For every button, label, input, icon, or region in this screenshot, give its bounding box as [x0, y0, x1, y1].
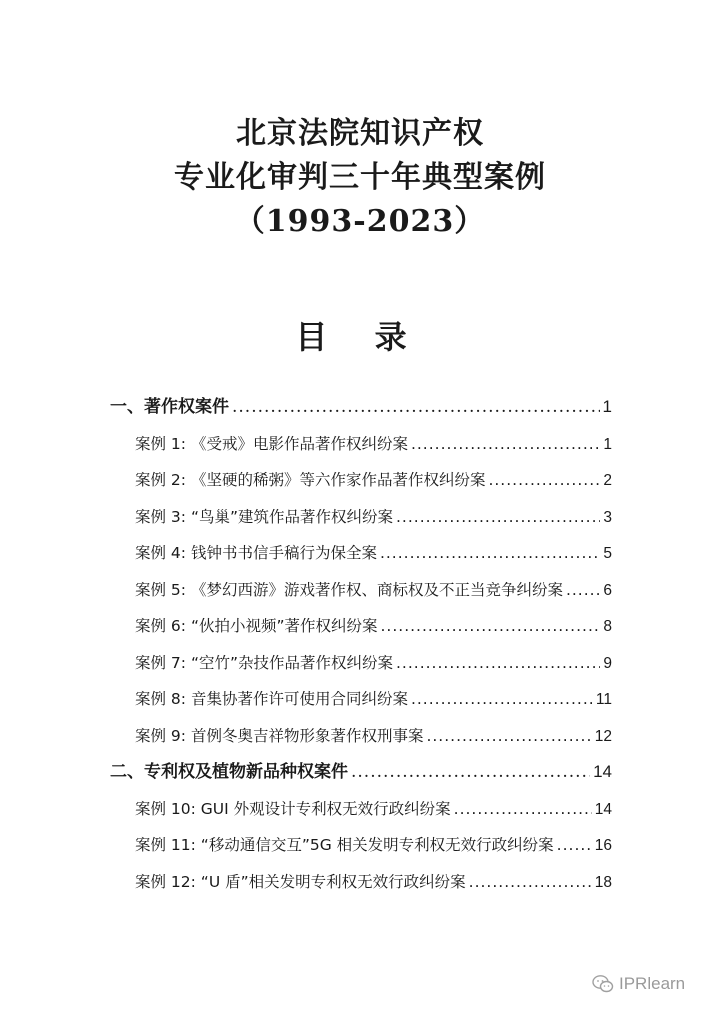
- toc-leader: [396, 499, 600, 536]
- toc-label: 案例 10: GUI 外观设计专利权无效行政纠纷案: [135, 799, 451, 818]
- toc-label: 案例 6: “伙拍小视频”著作权纠纷案: [135, 617, 378, 635]
- toc-label: 一、著作权案件: [110, 397, 229, 417]
- watermark-text: IPRlearn: [619, 974, 686, 993]
- toc-label: 案例 2: 《坚硬的稀粥》等六作家作品著作权纠纷案: [135, 471, 486, 489]
- toc-case-1[interactable]: [110, 426, 612, 463]
- toc-leader: [351, 754, 590, 791]
- toc-case-4[interactable]: [110, 535, 612, 572]
- toc-page-number: 9: [603, 654, 612, 672]
- toc-page-number: 1: [602, 397, 612, 416]
- toc-leader: [426, 718, 591, 755]
- toc-case-3[interactable]: [110, 499, 612, 536]
- toc-page-number: 1: [603, 435, 612, 453]
- table-of-contents: [110, 389, 612, 900]
- toc-case-12[interactable]: [110, 864, 612, 901]
- toc-page-number: 11: [595, 691, 612, 708]
- toc-case-9[interactable]: [110, 718, 612, 755]
- toc-label: 案例 9: 首例冬奥吉祥物形象著作权刑事案: [135, 726, 424, 745]
- toc-label: 案例 3: “鸟巢”建筑作品著作权纠纷案: [135, 507, 393, 526]
- title-line-2: 专业化审判三十年典型案例: [174, 160, 546, 195]
- toc-page-number: 3: [603, 508, 612, 526]
- toc-page-number: 14: [594, 800, 612, 818]
- toc-case-5[interactable]: [110, 572, 612, 609]
- toc-leader: [454, 791, 592, 828]
- toc-case-11[interactable]: [110, 827, 612, 864]
- toc-label: 案例 7: “空竹”杂技作品著作权纠纷案: [135, 653, 393, 672]
- toc-case-10[interactable]: [110, 791, 612, 828]
- toc-label: 二、专利权及植物新品种权案件: [110, 762, 348, 782]
- toc-page-number: 12: [594, 727, 612, 745]
- toc-leader: [380, 535, 600, 572]
- toc-leader: [411, 426, 600, 463]
- toc-label: 案例 11: “移动通信交互”5G 相关发明专利权无效行政纠纷案: [135, 836, 554, 854]
- toc-page-number: 14: [593, 762, 612, 781]
- toc-label: 案例 1: 《受戒》电影作品著作权纠纷案: [135, 434, 408, 453]
- toc-page-number: 5: [603, 545, 612, 562]
- toc-leader: [469, 864, 592, 901]
- title-line-1: 北京法院知识产权: [236, 116, 484, 151]
- toc-case-8[interactable]: [110, 681, 612, 718]
- toc-heading: 目 录: [295, 318, 425, 356]
- toc-label: 案例 12: “U 盾”相关发明专利权无效行政纠纷案: [135, 872, 466, 891]
- title-line-3: （1993-2023）: [234, 204, 486, 239]
- toc-section-copyright[interactable]: [110, 389, 612, 426]
- toc-leader: [411, 681, 593, 718]
- toc-label: 案例 8: 音集协著作许可使用合同纠纷案: [135, 690, 408, 708]
- toc-leader: [232, 389, 600, 426]
- toc-page-number: 16: [594, 837, 612, 854]
- toc-case-6[interactable]: [110, 608, 612, 645]
- toc-leader: [488, 462, 600, 499]
- toc-page-number: 2: [603, 472, 612, 489]
- toc-leader: [396, 645, 600, 682]
- watermark: [592, 974, 685, 994]
- wechat-icon: [592, 974, 614, 994]
- toc-leader: [566, 572, 600, 609]
- toc-page-number: 18: [594, 873, 612, 891]
- toc-case-2[interactable]: [110, 462, 612, 499]
- toc-section-patent[interactable]: [110, 754, 612, 791]
- toc-page-number: 6: [603, 581, 612, 599]
- toc-label: 案例 5: 《梦幻西游》游戏著作权、商标权及不正当竞争纠纷案: [135, 580, 563, 599]
- toc-leader: [381, 608, 601, 645]
- toc-case-7[interactable]: [110, 645, 612, 682]
- toc-label: 案例 4: 钱钟书书信手稿行为保全案: [135, 544, 377, 562]
- toc-leader: [557, 827, 592, 864]
- document-title: [0, 112, 720, 244]
- toc-page-number: 8: [603, 618, 612, 635]
